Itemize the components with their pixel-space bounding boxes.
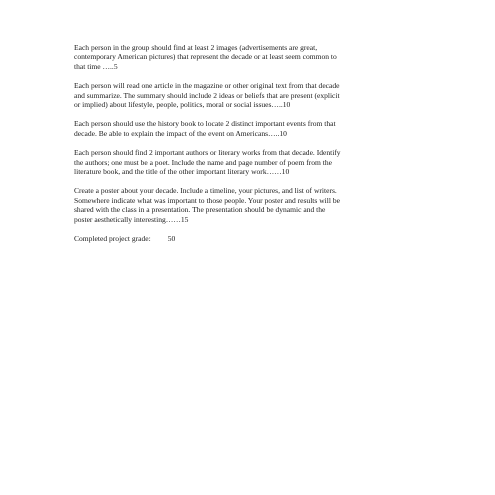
paragraph-images: Each person in the group should find at least 2 images (advertisements are great, contemporary American pictures) that represent the decade or at least seem common to that time …..5	[74, 43, 337, 71]
paragraph-poster: Create a poster about your decade. Include a timeline, your pictures, and list of writers. Somewhere indicate what was important to those people. Your poster and results will be shared with the class in a presentation. The presentation should be dynamic and the poster aesthetically interesting……15	[74, 186, 340, 224]
grade-label: Completed project grade:	[74, 234, 151, 244]
paragraph-authors-works: Each person should find 2 important authors or literary works from that decade. Identify the authors; one must be a poet. Include the name and page number of poem from the literature book, and the title of the other important literary work……10	[74, 148, 341, 177]
document-body	[74, 43, 424, 244]
paragraph-history-events: Each person should use the history book to locate 2 distinct important events from that decade. Be able to explain the impact of the event on Americans…..10	[74, 119, 336, 138]
grade-line	[74, 234, 424, 243]
grade-value: 50	[167, 234, 176, 244]
paragraph-article-summary: Each person will read one article in the magazine or other original text from that decade and summarize. The summary should include 2 ideas or beliefs that are present (explicit or implied) about lifestyle, people, politics, moral or social issues…..10	[74, 81, 340, 110]
